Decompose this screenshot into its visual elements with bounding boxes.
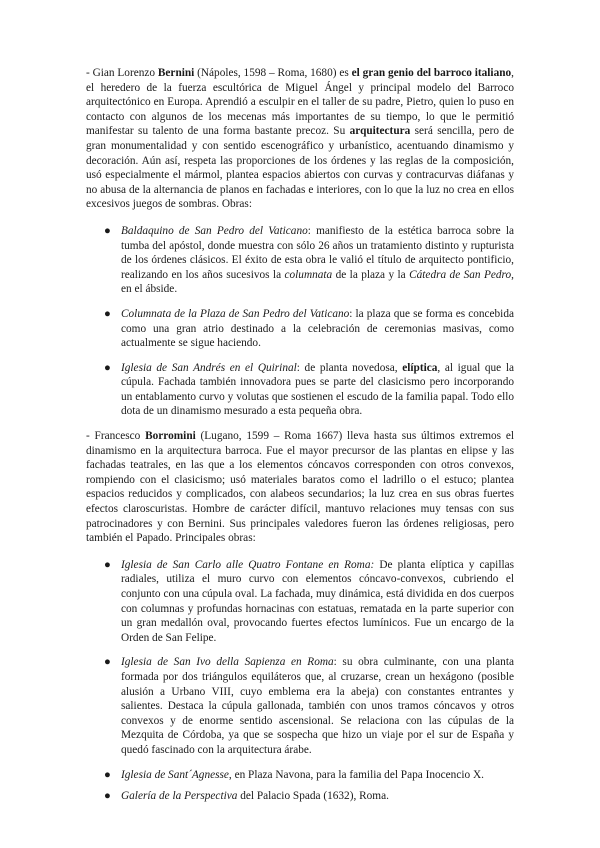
bullet-icon: ●	[104, 361, 111, 374]
work-text: : su obra culminante, con una planta formada por dos triángulos equiláteros que, al cruzarse, crean un hexágono (posible alusión a Urbano VIII, cuyo emblema era la abeja) con constantes entrantes y salientes. Destaca la cúpula gallonada, también con unos tramos cóncavos y otros convexos y de enorme sentido ascensional. Se relaciona con las cúpulas de la Mezquita de Córdoba, ya que se sospecha que hizo un viaje por el sur de España y quedó fascinado con la arquitectura árabe.	[121, 656, 514, 756]
work-bold: elíptica	[402, 361, 438, 374]
list-item	[86, 361, 514, 419]
bullet-icon: ●	[104, 656, 111, 669]
work-text: : manifiesto de la estética barroca sobre la tumba del apóstol, donde muestra con sólo 26 años un tratamiento distinto y rupturista de los órdenes clásicos. El éxito de esta obra le valió el título de arquitecto pontificio, realizando en los años sucesivos la	[121, 224, 514, 281]
bernini-text-2: , el heredero de la fuerza escultórica de Miguel Ángel y principal modelo del Barroco arquitectónico en Europa. Aprendió a esculpir en el taller de su padre, Pietro, quien lo puso en contacto con algunos de los mecenas más importantes de su tiempo, lo que le permitió manifestar su talento de una forma bastante precoz. Su	[86, 67, 514, 138]
list-item	[86, 558, 514, 646]
work-title: Iglesia de San Andrés en el Quirinal	[121, 361, 297, 374]
work-title: Galería de la Perspectiva	[121, 790, 238, 803]
work-text: De planta elíptica y capillas radiales, utiliza el muro curvo con elementos cóncavo-convexos, cubriendo el conjunto con una cúpula oval. La fachada, muy dinámica, está dividida en dos cuerpos con columnas y profundas hornacinas con estatuas, rematada en la parte superior con un gran medallón oval, provocando fuertes efectos lumínicos. Fue un encargo de la Orden de San Felipe.	[121, 558, 515, 644]
bernini-intro: - Gian Lorenzo	[86, 67, 158, 79]
work-text: , en el ábside.	[121, 268, 514, 296]
bernini-text-1: (Nápoles, 1598 – Roma, 1680) es	[194, 67, 352, 79]
bernini-text-3: será sencilla, pero de gran monumentalidad y con sentido escenográfico y urbanístico, acentuando dinamismo y decoración. Aún así, respeta las proporciones de los órdenes y las reglas de la composición, usó especialmente el mármol, plantea espacios abiertos con curvas y contracurvas diáfanas y no abusa de la alternancia de planos en fachadas e interiores, con lo que la luz no crea en ellos excesivos juegos de sombras. Obras:	[86, 125, 515, 211]
work-text: , en Plaza Navona, para la familia del Papa Inocencio X.	[228, 768, 484, 781]
bernini-works-list	[86, 224, 514, 419]
work-text: , al igual que la cúpula. Fachada también innovadora pues se parte del clasicismo pero incorporando un entablamento curvo y volutas que sostienen el escudo de la familia papal. Todo ello dota de un dinamismo mesurado a esta pequeña obra.	[121, 361, 514, 418]
work-italic: columnata	[284, 268, 333, 281]
work-title: Iglesia de Sant´Agnesse	[121, 768, 229, 781]
borromini-works-list	[86, 558, 514, 804]
work-text: de la plaza y la	[332, 268, 410, 281]
borromini-text-1: (Lugano, 1599 – Roma 1667) lleva hasta sus últimos extremos el dinamismo en la arquitectura barroca. Fue el mayor precursor de las plantas en elipse y las fachadas teatrales, en las que a los elementos cóncavos corresponden con otros convexos, rompiendo con el clasicismo; usó materiales baratos como el ladrillo o el estuco; plantea espacios reducidos y complicados, con alabeos secundarios; la luz crea en sus obras fuertes efectos claroscuristas. Hombre de carácter difícil, mantuvo relaciones muy tensas con sus patrocinadores y con Bernini. Sus principales valedores fueron las órdenes religiosas, pero también el Papado. Principales obras:	[86, 430, 514, 545]
list-item	[86, 655, 514, 757]
borromini-paragraph	[86, 429, 514, 546]
work-text: : de planta novedosa,	[296, 361, 403, 374]
work-text: : la plaza que se forma es concebida como una gran atrio destinado a la celebración de ceremonias masivas, como actualmente se sigue haciendo.	[121, 307, 514, 350]
bullet-icon: ●	[104, 790, 111, 803]
work-italic: Cátedra de San Pedro	[409, 268, 512, 281]
list-item	[86, 768, 514, 783]
work-title: Iglesia de San Ivo della Sapienza en Roma	[121, 656, 334, 669]
document-page	[86, 66, 514, 811]
bernini-paragraph	[86, 66, 514, 212]
bernini-name: Bernini	[157, 67, 195, 79]
bullet-icon: ●	[104, 224, 111, 237]
borromini-name: Borromini	[145, 430, 196, 443]
borromini-intro: - Francesco	[86, 430, 146, 443]
bernini-genius: el gran genio del barroco italiano	[351, 67, 512, 79]
work-title: Iglesia de San Carlo alle Quatro Fontane en Roma:	[121, 558, 375, 571]
list-item	[86, 224, 514, 297]
list-item	[86, 789, 514, 804]
work-title: Baldaquino de San Pedro del Vaticano	[121, 224, 308, 237]
work-text: del Palacio Spada (1632), Roma.	[237, 790, 389, 803]
work-title: Columnata de la Plaza de San Pedro del Vaticano	[121, 307, 350, 320]
bullet-icon: ●	[104, 558, 111, 571]
list-item	[86, 307, 514, 351]
bullet-icon: ●	[104, 307, 111, 320]
bullet-icon: ●	[104, 768, 111, 781]
bernini-architecture: arquitectura	[349, 125, 411, 138]
